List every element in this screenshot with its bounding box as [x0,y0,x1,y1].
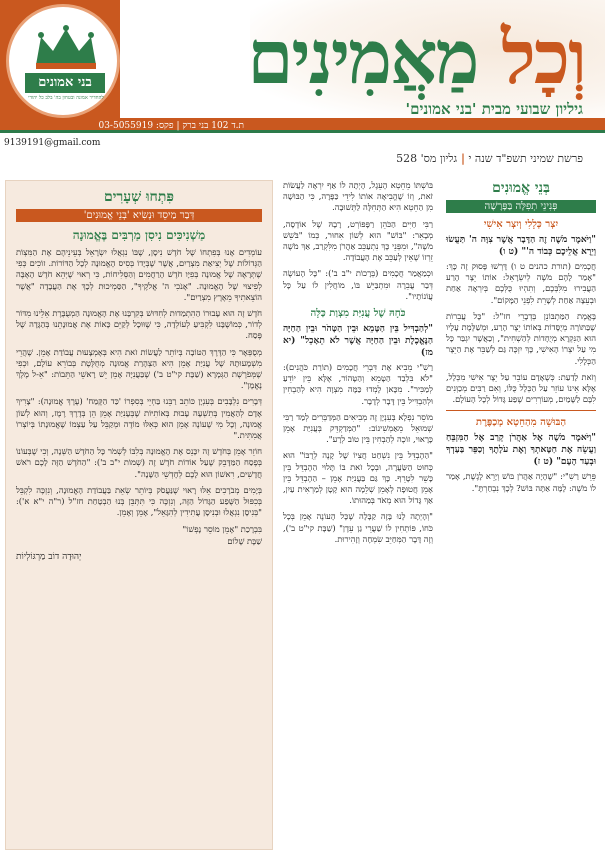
right-column [446,180,596,499]
editorial-paragraph: חוֹזֵר אָמֵן בְּחֹדֶשׁ זֶה יִכָּנֵס אֶת הָאֱמוּנָה בְּלִבּוֹ לְשְׁמֹר כָּל הַחֹדֶשׁ הַשְּׁנָה, וְכִי שֶׁבְּעוֹנוֹ בְּפֶסַח הַמַּדָּבֵק שֶׁעַל אוֹדוֹת חֹדֶשׁ זֶה (שְׁמוֹת י"ב ב'): "הַחֹדֶשׁ הַזֶּה לָכֶם רֹאשׁ חֳדָשִׁים, רִאשׁוֹן הוּא לָכֶם לְחָדְשֵׁי הַשָּׁנָה". [16,446,262,479]
article-paragraph: "הַהֶבְדֵּל בֵּין נִשְׁחַט חֲצִיוֹ שֶׁל קָנֶה לְרֻבּוֹ" הוּא כְּחוּט הַשַּׂעֲרָה, וּבְכָל זֹאת בּוֹ תָּלוּי הַהֶבְדֵּל בֵּין כָּשֵׁר לִטָרֵף. כָּךְ גַּם בַּעֲנִיַּת אָמֵן – הַהֶבְדֵּל בֵּין אָמֵן חֲטוּפָה לְאָמֵן שְׁלֵמָה הוּא קָטָן לְמַרְאִית עַיִן, אַךְ גָּדוֹל הוּא מְאֹד בְּמַהוּתוֹ. [283,450,433,506]
editorial-paragraph: דְּבָרִים נִלְבָּבִים בְּעִנְיָן כּוֹתֵב רַבֵּנוּ בַּחְיֵי בְּסִפְרוֹ 'כַּד הַקֶּמַח' (עֶרֶךְ אֱמוּנָה): "צָרִיךְ אָדָם לְהַאֲמִין בְּתִשְׁעָה עָבוּת בְּאוֹתִיּוֹת שֶׁבְּעָנִיַּת אָמֵן הֵן בְּדֶרֶךְ רֶמֶז, וְהוּא לְשׁוֹן אֱמוּנָה, וְכָל מִי שֶׁעוֹנֶה אָמֵן הוּא כְּאִלּוּ מוֹדֶה וּמְקַבֵּל עַל עַצְמוֹ שֶׁאֱמוּנָתוֹ בְּיוֹצְרוֹ אֲמִתִּית." [16,396,262,441]
newsletter-title: וְכָל מַאֲמִינִים [247,15,585,101]
contact-address: ת.ד 102 בני ברק | פקס: 03-5055919 [98,121,244,131]
logo [6,4,120,118]
newsletter-subtitle: גיליון שבועי מבית 'בני אמונים' [405,100,583,118]
editorial-signature: יְהוּדָה דוֹב מַרְגּוֹלְיוֹת [16,551,82,562]
parsha-label: פרשת שמיני תשפ"ד שנה י [468,152,583,165]
verse-quote: "וַיֹּאמֶר מֹשֶׁה אֶל אַהֲרֹן קְרַב אֶל הַמִּזְבֵּחַ וַעֲשֵׂה אֶת חַטָּאתְךָ וְאֶת עֹלָתֶךָ וְכַפֵּר בַּעַדְךָ וּבְעַד הָעָם" (ט ז) [446,433,596,468]
article-paragraph: פֵּרֵשׁ רַשִׁ"י: "שֶׁהָיָה אַהֲרֹן בּוֹשׁ וְיָרֵא לָגֶשֶׁת, אָמַר לוֹ מֹשֶׁה: לָמָּה אַתָּה בּוֹשׁ? לְכָךְ נִבְחַרְתָּ". [446,471,596,493]
article-paragraph: רַשִׁ"י מֵבִיא אֶת דִּבְרֵי חֲכָמִים (תוֹרַת כֹּהֲנִים): "לֹא בִּלְבַד הַטָּמֵא וְהַטָּהוֹר, אֶלָּא בֵּין יוֹדֵעַ לְמַכִּיר". מִכָּאן לָמְדוּ כַּמָּה מִצְוָה הִיא לְהַבְחִין וּלְהַבְדִּיל בֵּין דָּבָר לְדָבָר. [283,362,433,406]
section-heading: הַבּוּשָׁה מִהַחֵטְא מְכַפֶּרֶת [475,417,567,429]
crown-icon [31,25,101,71]
section-heading: יִצְר כְּלָלִי וְיִצְר אִישִׁי [483,219,559,230]
right-section-subtitle: פְּנִינֵי תְפִלָּה בַּפָּרָשָׁה [446,200,596,213]
editorial-paragraph: מְסֻפְּאָר כִּי הַדֶּרֶךְ הַטּוֹבָה בְּיוֹתֵר לַעֲשׂוֹת זֹאת הִיא בְּאֶמְצָעוּת עֲבוֹדַת אָמֵן. שֶׁהֲרֵי מִשְׁמָעוּתָהּ שֶׁל עֲנִיַּת אָמֵן הִיא הַצְהָרַת אֱמוּנָה מְחֻלֶּטֶת בְּבוֹרֵא עוֹלָם, וּכְפִי שֶׁמְּפֹרֶשֶׁת הַגְּמָרָא (שַׁבָּת קי"ט ב') שֶׁבַּעֲנִיָּה אָמֵן יֵשׁ רָאשֵׁי הַתֵּבוֹת: "אֵ-ל מֶלֶךְ נֶאֱמָן". [16,346,262,391]
contact-email: 9139191@gmail.com [4,138,101,148]
verse-quote: "וַיֹּאמֶר מֹשֶׁה זֶה הַדָּבָר אֲשֶׁר צִוָּה ה' תַּעֲשׂוּ וְיֵרָא אֲלֵיכֶם כְּבוֹד ה'" (ט ו) [446,235,596,257]
issue-number: גליון מס' 528 [396,152,458,165]
article-paragraph: מוֹסֵר נִפְלָא בְּעִנְיָן זֶה מְבִיאִים הַמְּדַבְּרִים לְמַד רַבִּי שְׁמוּאֵל מֵאַמְשִׁינוֹב: "הַמְּדַקְדֵּק בְּעֲנִיַּת אָמֵן כָּרָאוּי, זוֹכֶה לְהַבְחִין בֵּין טוֹב לְרָע". [283,411,433,445]
editorial-panel [5,180,273,850]
editorial-paragraph: חֹדֶשׁ זֶה הוּא עָבוּרוֹ הַהִתְמַדוּת לְחִדּוּשׁ בְּקִרְבָּנוּ אֶת הָאֱמוּנָה הַמְעֻבֶּרֶת אֵלֵינוּ מִדּוֹר לְדוֹר, כְּמוֹשֶׁבָּנוּ לִקְבִּיעַ לְעוֹלְדָה, כִּי שֶׁוּוּכָל לְקַיֵּם כָּאוֹת אֶת אֲמוּנָתֵנוּ בְּהַגָּדָה שֶׁל פֶּסַח. [16,308,262,341]
article-paragraph: רַבִּי חַיִּים הַכֹּהֵן רַפָּפּוֹרְט, רָבָהּ שֶׁל אוֹדֶסָה, מְבָאֵר: "בּוֹשׁ" הוּא לְשׁוֹן אִחוּר, כְּמוֹ "בֹּשֵׁשׁ מֹשֶׁה", וּמִפְּנֵי כָּךְ נִתְעַכֵּב אַהֲרֹן מִלִּקְרַב, אַךְ מֹשֶׁה זֵרְזוֹ שֶׁאֵין לְעַכֵּב אֶת הָעֲבוֹדָה. [283,218,433,263]
editorial-paragraph: עוֹמְדִים אָנוּ בְּפִתְחוֹ שֶׁל חֹדֶשׁ נִיסָן, שֶׁבּוֹ נִגְאֲלוּ יִשְׂרָאֵל בְּעֵינֵיהֶם אֶת הַמִּצְוֹת הַגְּדוֹלוֹת שֶׁל יְצִיאַת מִצְרַיִם, אֲשֶׁר שֶׁבְּיָדוֹ בְּסִיס הָאֱמוּנָה לְכָל הַדּוֹרוֹת. זוֹכִים כְּפִי שֶׁתְּרָאֶה שֶׁל אֱמוּנָה בְּפִיָּו חֹדֶשׁ הָרַחֲמִים וְהַסְּלִיחוֹת, כִּי רְאוּי שֶׁיְּהֵא חֹדֶשׁ הָאֶבֶּה לְפִיצוּי שֶׁל הָאֱמוּנָה. "אָנֹכִי ה' אֱלֹקֶיךָ", הַסַּמְיכוּת לְכָךְ אֶת הַעֲבָדָה "אֲשֶׁר הוֹצֵאתִיךָ מֵאֶרֶץ מִצְרַיִם". [16,247,262,302]
editorial-section-subtitle: דְּבַר מַיסֵד וּנְשִׂיא 'בְּנֵי אֱמוּנִים' [16,209,262,222]
logo-block [0,0,120,118]
issue-info: פרשת שמיני תשפ"ד שנה י | גליון מס' 528 [396,152,583,165]
logo-name: בני אמונים [25,73,105,93]
logo-tagline: להחדיר אמונה ובטחון בה' בלב כל יהודי [28,95,104,101]
section-divider [446,410,596,411]
section-heading: כֹּחָהּ שֶׁל עֲנִיַּת מִצְוַת כַּלָּה [310,308,406,320]
contact-bar [0,118,250,158]
editorial-closing: בִּבְרָכַת "אָמֵן מוֹסֵר נָפְשׁוֹ" [182,524,262,535]
right-section-title: בְּנֵי אֱמוּנִים [492,180,550,196]
masthead [0,0,605,175]
editorial-paragraph: בְּיָמִים מְבֹרָכִים אֵלּוּ רָאוּי שֶׁנַּעֲסֹק בְּיוֹתֵר שְׂאֵת בַּעֲבוֹדַת הָאֱמוּנָה, וְנִזְכֶּה לִקְבֵּל בְּכִפּוּל הַשֶּׁפַע הַגָּדוֹל הַזֶּה, וְנִזְכֶּה כִּי תִּתְּבֵּן בְּנוּ הַבְטָחַת חז"ל (ר"ה י"א א'): "בְּנִיסָן נִגְאֲלוּ וּבְנִיסָן עֲתִידִין לְהִגָּאֵל", אָמֵן וְאָמֵן. [16,484,262,518]
article-paragraph: חֲכָמִים (תורת כהנים ט ו) דָּרְשׁוּ פָּסוּק זֶה כָּךְ: "אָמַר לָהֶם מֹשֶׁה לְיִשְׂרָאֵל: אוֹתוֹ יֵצֶר הָרַע הַעֲבִירוּ מִלִּבְּכֶם, וְתִהְיוּ כֻּלְּכֶם בְּיִרְאָה אַחַת וּבְעֵצָה אַחַת לְשָׁרֵת לִפְנֵי הַמָּקוֹם". [446,261,596,305]
article-paragraph: וְזֹאת לָדַעַת: כְּשֶׁאָדָם עוֹבֵר עַל יֵצֶר אִישִׁי מִכְּלָל, אֶלָּא אֵינוֹ עוֹזֵר עַל הַכְּלָל כֻּלּוֹ, וְאִם רַבִּים מְכַוְּנִים לִבָּם לַשָּׁמַיִם, מְעוֹרְרִים שֶׁפַע גָּדוֹל לְכָל הָעוֹלָם. [446,371,596,405]
middle-column [283,180,433,550]
article-paragraph: בֶּאֱמֶת הַמַּתְבּוֹנֵן בְּדְבָרֵי חז"ל: "כָּל עֲבֵרוֹת שֶׁבַּתּוֹרָה מְיֻסָּדוֹת בְּאוֹתוֹ יֵצֶר הָרַע, וּמְשַׁלֶּמֶת עָלָיו הוּא הַנִּקְרָא מְיֻחָדוֹת לְהַשְׁחִית", וְכַאֲשֶׁר יִגְבַּר כָּל מִי עַל יִצְרוֹ הָאִישִׁי, כָּךְ יִזְכֶּה גַּם לְשַׁבֵּר אֶת הַיֵּצֶר הַכְּלָלִי. [446,310,596,366]
article-paragraph: וּכְמַאֲמַר חֲכָמִים (בְּרָכוֹת י"ב ב'): "כָּל הָעוֹשֶׂה דְּבַר עֲבֵרָה וּמִתְבַּיֵּשׁ בּוֹ, מוֹחֲלִין לוֹ עַל כָּל עֲוֹנוֹתָיו". [283,268,433,301]
article-paragraph: בּוֹשְׁתּוֹ מֵחֵטְא הָעֵגֶל, הָיְתָה לוֹ אַף יִרְאָה לַעֲשׂוֹת זֹאת, וְזוֹ שֶׁהֱבִיאָה אוֹתוֹ לִידֵי כַּפָּרָה, כִּי הַבּוּשָׁה מִן הַחֵטְא הִיא הַתְּחִלָּה לַתְּשׁוּבָה. [283,180,433,213]
article-paragraph: "וְהָיְתָה לָנוּ בָּזֶה קַבָּלָה שֶׁכָּל הָעוֹנֶה אָמֵן בְּכָל כֹּחוֹ, פּוֹתְחִין לוֹ שַׁעֲרֵי גַן עֵדֶן" (שַׁבָּת קי"ט ב'), וְזֶה דָּבָר הַמְּחַיֵּב שִׂמְחָה וְזָהִירוּת. [283,511,433,544]
verse-quote: "לְהַבְדִּיל בֵּין הַטָּמֵא וּבֵין הַטָּהֹר וּבֵין הַחַיָּה הַנֶּאֱכֶלֶת וּבֵין הַחַיָּה אֲשֶׁר לֹא תֵאָכֵל" (יא מז) [283,324,433,359]
editorial-greeting: שַׁבָּת שָׁלוֹם [227,535,262,546]
editorial-article-title: מַשְׁנִיכִּים נִיסִן מַרְבִּים בֶּאֱמוּנָה [72,228,206,242]
editorial-section-title: פִּתְחוּ שְׁעָרִים [103,189,174,205]
